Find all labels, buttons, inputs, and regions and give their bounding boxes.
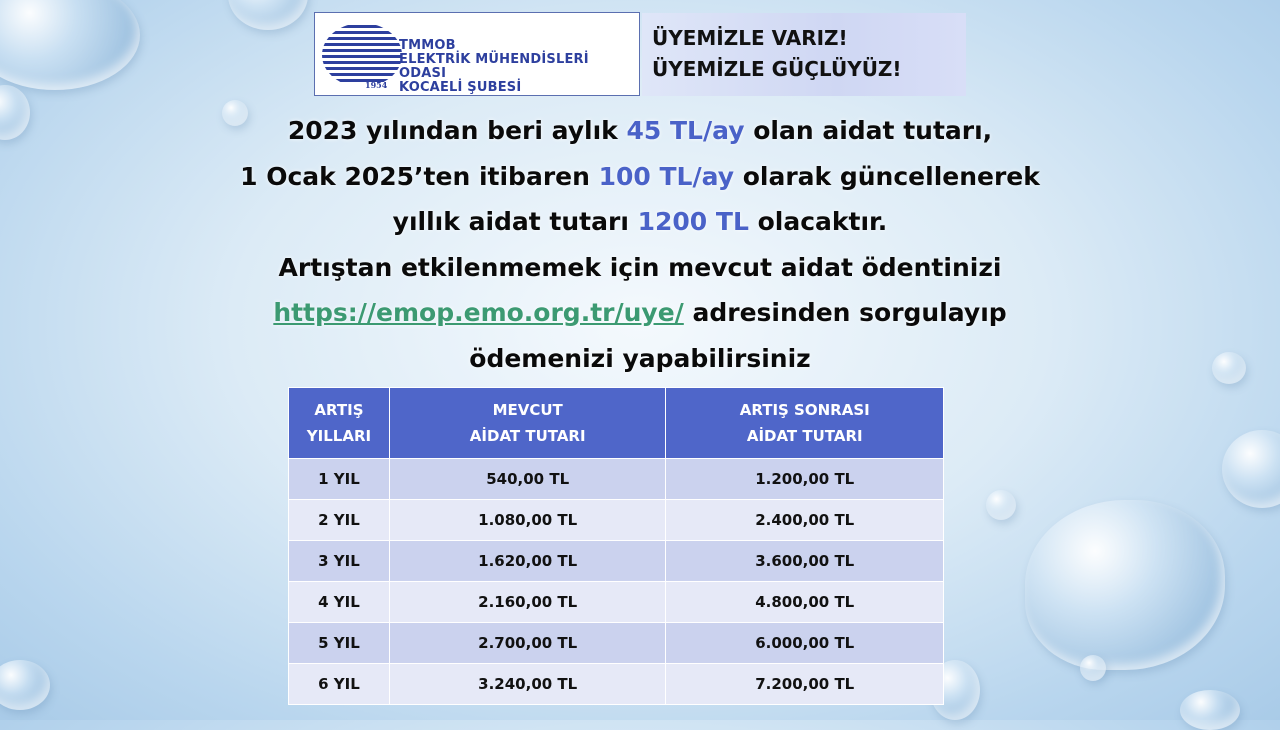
water-drop-decoration [0,85,30,140]
table-row [289,541,944,582]
new-monthly-fee: 100 TL/ay [598,161,735,191]
text-segment: 2023 yılından beri aylık [287,116,627,145]
logo-year: 1954 [365,80,388,90]
yearly-fee: 1200 TL [637,207,749,236]
table-row [289,582,944,623]
slogan-line-2: ÜYEMİZLE GÜÇLÜYÜZ! [652,57,902,81]
table-cell: 540,00 TL [389,459,666,500]
table-cell: 1 YIL [289,459,390,500]
emop-link[interactable]: https://emop.emo.org.tr/uye/ [273,298,684,327]
water-drop-decoration [1212,352,1246,384]
table-cell: 2 YIL [289,500,390,541]
water-drop-decoration [0,0,140,90]
header-text: MEVCUT [492,401,563,419]
text-segment: olan aidat tutarı, [744,116,993,145]
header-text: AİDAT TUTARI [469,427,586,445]
water-drop-decoration [986,490,1016,520]
logo-line-1: TMMOB [399,38,456,53]
table-row [289,500,944,541]
table-cell: 6 YIL [289,664,390,705]
announcement-line-3 [150,199,1130,245]
header-current-fee [389,388,666,459]
table-header-row [289,388,944,459]
logo-org-name [399,39,639,95]
dues-table [288,387,944,705]
table-cell: 1.080,00 TL [389,500,666,541]
water-drop-decoration [1080,655,1106,681]
header-new-fee [666,388,944,459]
header-text: ARTIŞ [314,401,364,419]
announcement-line-4: Artıştan etkilenmemek için mevcut aidat ödentinizi [278,252,1002,282]
table-cell: 1.620,00 TL [389,541,666,582]
table-cell: 4 YIL [289,582,390,623]
table-cell: 6.000,00 TL [666,623,944,664]
water-drop-decoration [0,660,50,710]
table-cell: 7.200,00 TL [666,664,944,705]
table-cell: 2.160,00 TL [389,582,666,623]
slogan-box [642,13,966,96]
slogan-line-1: ÜYEMİZLE VARIZ! [652,26,848,50]
header-text: ARTIŞ SONRASI [739,401,870,419]
text-segment: 1 Ocak 2025’ten itibaren [240,161,599,191]
table-cell: 5 YIL [289,623,390,664]
logo-line-2: ELEKTRİK MÜHENDİSLERİ ODASI [399,52,589,81]
header-text: AİDAT TUTARI [746,427,863,445]
logo-line-3: KOCAELİ ŞUBESİ [399,80,522,95]
table-cell: 2.400,00 TL [666,500,944,541]
announcement-line-6: ödemenizi yapabilirsiniz [469,343,811,373]
header-years [289,388,390,459]
table-cell: 3.240,00 TL [389,664,666,705]
text-segment: olarak güncellenerek [734,161,1040,191]
water-drop-decoration [1025,500,1225,670]
announcement-text [150,108,1130,381]
table-row [289,459,944,500]
announcement-line-1 [150,108,1130,154]
announcement-line-5 [150,290,1130,336]
table-row [289,623,944,664]
logo-globe-icon [321,21,403,89]
emo-logo [314,12,640,96]
table-cell: 3.600,00 TL [666,541,944,582]
announcement-line-2 [150,154,1130,200]
table-row [289,664,944,705]
table-cell: 4.800,00 TL [666,582,944,623]
table-cell: 3 YIL [289,541,390,582]
text-segment: olacaktır. [748,207,888,236]
water-drop-decoration [1180,690,1240,730]
water-drop-decoration [228,0,308,30]
text-segment: yıllık aidat tutarı [392,207,638,236]
header-text: YILLARI [306,427,372,445]
table-cell: 1.200,00 TL [666,459,944,500]
text-segment: adresinden sorgulayıp [683,298,1007,327]
old-monthly-fee: 45 TL/ay [626,116,745,145]
water-drop-decoration [1222,430,1280,508]
table-cell: 2.700,00 TL [389,623,666,664]
